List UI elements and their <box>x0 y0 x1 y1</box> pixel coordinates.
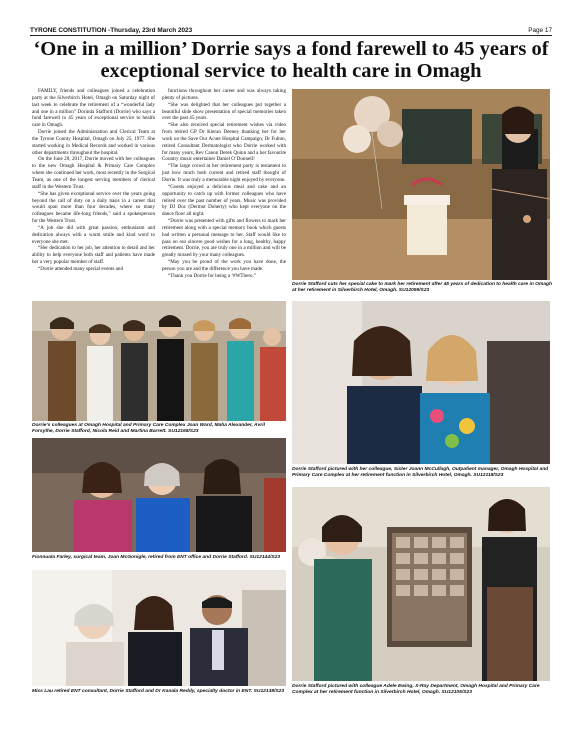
paper-date: TYRONE CONSTITUTION -Thursday, 23rd March 2023 <box>30 27 193 34</box>
caption-joann: Dorrie Stafford pictured with her colleague, Sister Joann McCullagh, Outpatient manager, Omagh Hospital and Primary Care Complex at her retirement function in Silverbirch Hotel, Omagh. SU12118/S23 <box>292 467 549 478</box>
photo-trio <box>32 438 286 552</box>
article-paragraph: Dorrie joined the Administration and Clerical Team at the Tyrone County Hospital, Omagh on July 25, 1977. She started working in Medical Records and worked in various other departments throughout the hospital. <box>32 129 155 156</box>
article-paragraph: “Dorrie attended many special events and <box>38 265 124 272</box>
caption-ent: Miss Lau retired ENT consultant, Dorrie Stafford and Dr Kanala Reddy, specialty doctor in ENT. SU12138/S23 <box>32 689 285 694</box>
article-paragraph: “Her dedication to her job, her attention to detail and her ability to help everyone both staff and patients have made her a very popular member of staff. <box>32 245 155 266</box>
article-paragraph: “May you be proud of the work you have done, the person you are and the difference you have made. <box>162 259 286 272</box>
article-paragraph: “Thank you Dorrie for being a ‘#WThero.” <box>168 272 257 279</box>
article-paragraph: “She was delighted that her colleagues put together a beautiful slide show presentation of special memories taken over the past 45 years. <box>162 101 286 122</box>
photo-ent-trio <box>32 570 286 686</box>
article-paragraph: “She also received special retirement wishes via video from retired GP Dr Kieran Deeney thanking her for her work on the Save Our Acute Hospital Campaign; Dr Fulton, retired Consultant Dermatologist who Dorrie worked with for many years; Rev Canon Derek Quinn and a her favourite Country music entertainer Daniel O’Donnell! <box>162 122 286 163</box>
caption-group: Dorrie’s colleagues at Omagh Hospital and Primary Care Complex Joan Ward, Maha Alexander, Avril Forsythe, Dorrie Stafford, Nicola Reid and Martina Barrett. SU12168/S23 <box>32 423 265 434</box>
article-column-2 <box>162 88 286 284</box>
caption-adele: Dorrie Stafford pictured with colleague Adele Ewing, X-Ray Department, Omagh Hospital and Primary Care Complex at her retirement function in Silverbirch Hotel, Omagh. SU12105/S23 <box>292 684 540 695</box>
photo-cake-cutting <box>292 89 550 280</box>
caption-trio: Fionnuala Farley, surgical team, Joan McGonigle, retired from ENT office and Dorrie Stafford. SU12144/S23 <box>32 555 281 560</box>
caption-cake: Dorrie Stafford cuts her special cake to mark her retirement after 45 years of dedication to health care in Omagh at her retirement in Silverbirch Hotel, Omagh. SU12099/S23 <box>292 282 553 293</box>
article-paragraph: On the June 20, 2017, Dorrie moved with her colleagues to the new Omagh Hospital & Primary Care Complex where she continued her work, most recently in the Surgical Team, as one of the longest serving members of clerical staff in the Western Trust. <box>32 156 155 190</box>
page-number: Page 17 <box>528 27 552 34</box>
article-paragraph: “A job she did with great passion, enthusiasm and dedication always with a warm smile and kind word to everyone she met. <box>32 224 155 245</box>
article-column-1 <box>32 88 155 284</box>
article-paragraph: FAMILY, friends and colleagues joined a celebration party at the Silverbirch Hotel, Omagh on Saturday night of last week to celebrate the retirement of a “wonderful lady and one in a million” Dorinda Stafford (Dorrie) who says a fond farewell to 45 years of exceptional service to health care in Omagh. <box>32 88 155 129</box>
article-paragraph: “She has given exceptional service over the years going beyond the call of duty on a daily basis in a career that would span more than four decades, where so many colleagues became life-long friends,” said a spokesperson for the Western Trust. <box>32 190 155 225</box>
photo-with-adele <box>292 487 550 681</box>
masthead <box>30 26 552 36</box>
article-paragraph: “The large crowd at her retirement party is testament to just how much both current and retired staff thought of Dorrie. It was truly a memorable night enjoyed by everyone. <box>162 163 286 183</box>
photo-colleagues-group <box>32 301 286 421</box>
article-paragraph: “Guests enjoyed a delicious meal and cake and an opportunity to catch up with former colleagues who have retired over the past number of years. Music was provided by DJ Doc (Dermot Doherty) who kept everyone on the dance floor all night. <box>162 183 286 218</box>
headline: ‘One in a million’ Dorrie says a fond farewell to 45 years of exceptional service to health care in Omagh <box>33 38 549 82</box>
article-paragraph: “Dorrie was presented with gifts and flowers to mark her retirement along with a special memory book which guests had written a personal message to her. Staff would like to pass on our sincere good wishes for a long, healthy, happy retirement. Dorrie, you are truly one in a million and will be greatly missed by your many colleagues. <box>162 218 286 259</box>
photo-with-joann <box>292 301 550 464</box>
article-paragraph: functions throughout her career and was always taking plenty of pictures. <box>162 88 286 101</box>
